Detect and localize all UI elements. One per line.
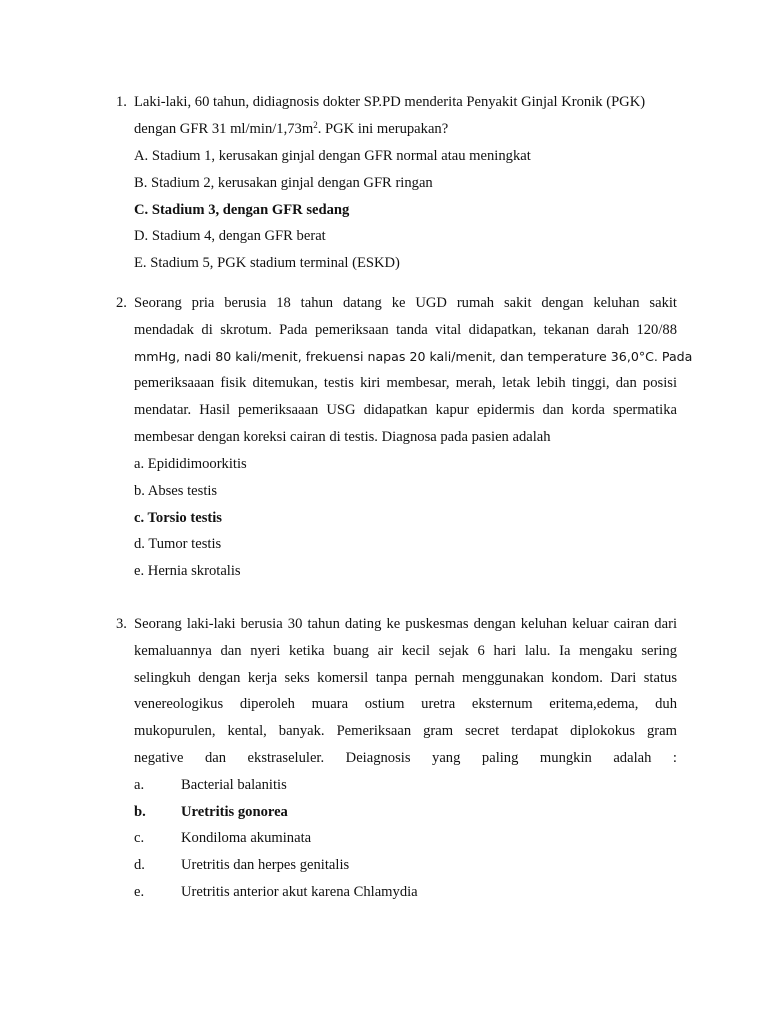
question-stem-line: dengan GFR 31 $ml/\min/1,73m^2$. PGK ini merupakan? [134,120,449,137]
answer-option-correct: C. Stadium 3, dengan GFR sedang [134,202,350,218]
answer-option: B. Stadium 2, kerusakan ginjal dengan GFR ringan [134,175,433,191]
question-stem-line: Seorang laki-laki berusia 30 tahun dating ke puskesmas dengan keluhan keluar cairan dari [134,616,677,632]
question-stem-line: membesar dengan koreksi cairan di testis. Diagnosa pada pasien adalah [134,429,551,445]
option-letter: a. [134,777,145,793]
question-stem-line: Seorang pria berusia 18 tahun datang ke UGD rumah sakit dengan keluhan sakit [134,295,677,311]
question-number: 3. [116,616,127,632]
answer-option-correct: Uretritis gonorea [181,804,288,820]
answer-option: Uretritis dan herpes genitalis [181,857,350,873]
answer-option: A. Stadium 1, kerusakan ginjal dengan GFR normal atau meningkat [134,148,531,164]
question-stem-line: Laki-laki, 60 tahun, didiagnosis dokter SP.PD menderita Penyakit Ginjal Kronik (PGK) [134,94,646,110]
question-stem-line: mendatar. Hasil pemeriksaaan USG didapatkan kapur epidermis dan korda spermatika [134,402,677,418]
superscript: 2 [313,120,318,130]
question-stem-line: venereologikus diperoleh muara ostium uretra eksternum eritema,edema, duh [134,696,677,712]
option-letter: d. [134,857,145,873]
answer-option: b. Abses testis [134,483,218,499]
answer-option: e. Hernia skrotalis [134,563,241,579]
answer-option: Kondiloma akuminata [181,830,312,846]
question-number: 1. [116,94,127,110]
question-stem-line: mmHg, nadi 80 kali/menit, frekuensi napas 20 kali/menit, dan temperature 36,0°C. Pada [134,349,693,364]
answer-option: Uretritis anterior akut karena Chlamydia [181,884,418,900]
answer-option: d. Tumor testis [134,536,222,552]
answer-option: E. Stadium 5, PGK stadium terminal (ESKD) [134,255,400,271]
question-number: 2. [116,295,127,311]
option-letter: e. [134,884,145,900]
question-stem-line: mukopurulen, kental, banyak. Pemeriksaan gram secret terdapat diplokokus gram [134,723,677,739]
option-letter: c. [134,830,145,846]
answer-option-correct: c. Torsio testis [134,510,222,526]
question-stem-line: selingkuh dengan kerja seks komersil tanpa pernah menggunakan kondom. Dari status [134,670,677,686]
answer-option: D. Stadium 4, dengan GFR berat [134,228,326,244]
question-stem-line: kemaluannya dan nyeri ketika buang air kecil sejak 6 hari lalu. Ia mengaku sering [134,643,677,659]
answer-option: a. Epididimoorkitis [134,456,247,472]
question-stem-line: mendadak di skrotum. Pada pemeriksaan tanda vital didapatkan, tekanan darah 120/88 [134,322,677,338]
answer-option: Bacterial balanitis [181,777,287,793]
option-letter: b. [134,804,146,820]
question-stem-line: negative dan ekstraseluler. Deiagnosis yang paling mungkin adalah : [134,750,677,766]
question-stem-line: pemeriksaaan fisik ditemukan, testis kiri membesar, merah, letak lebih tinggi, dan posisi [134,375,677,391]
